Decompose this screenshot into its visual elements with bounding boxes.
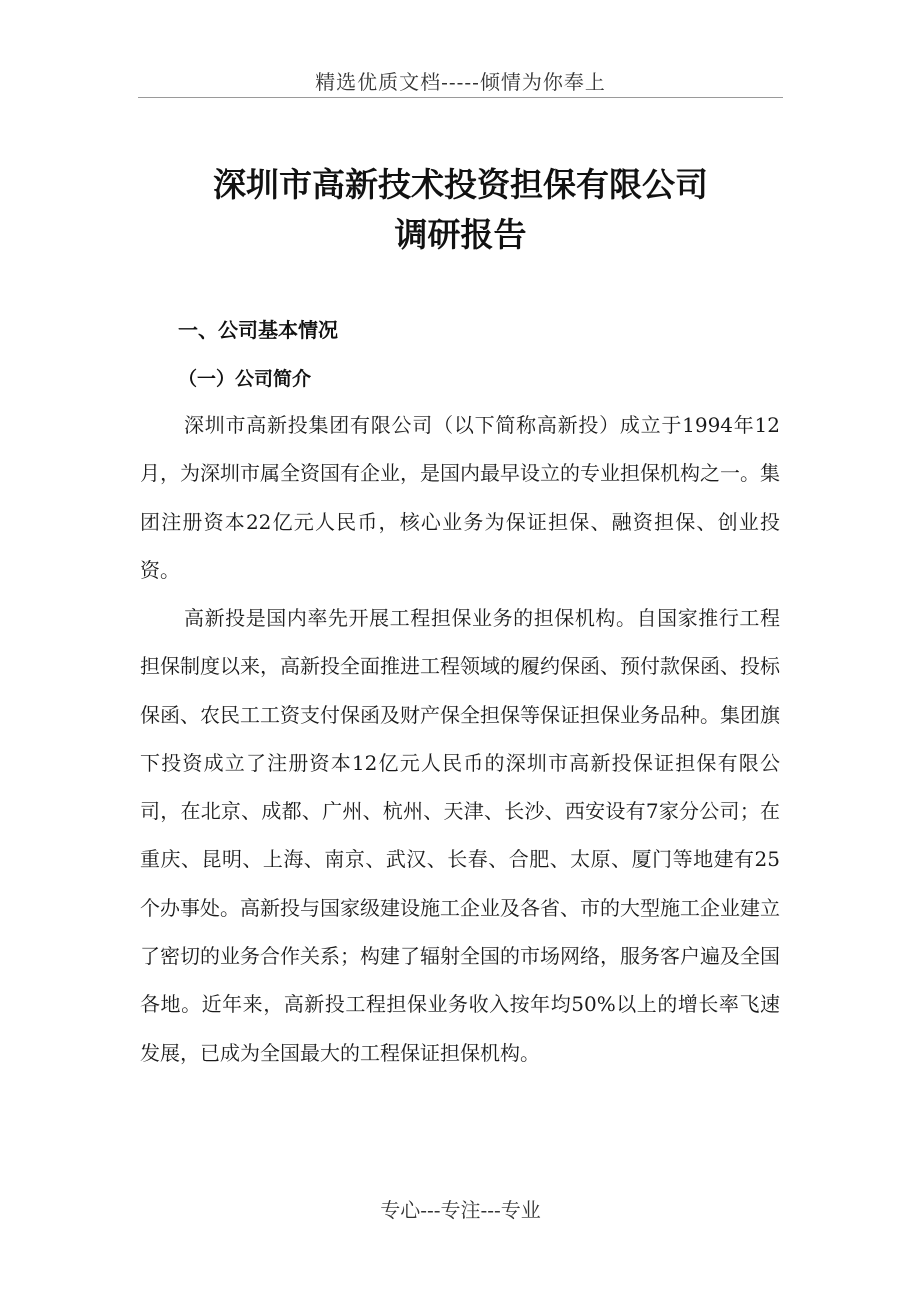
body-paragraph-2: 高新投是国内率先开展工程担保业务的担保机构。自国家推行工程担保制度以来，高新投全面推进工程领域的履约保函、预付款保函、投标保函、农民工工资支付保函及财产保全担保等保证担保业务品种。集团旗下投资成立了注册资本12亿元人民币的深圳市高新投保证担保有限公司，在北京、成都、广州、杭州、天津、长沙、西安设有7家分公司；在重庆、昆明、上海、南京、武汉、长春、合肥、太原、厦门等地建有25个办事处。高新投与国家级建设施工企业及各省、市的大型施工企业建立了密切的业务合作关系；构建了辐射全国的市场网络，服务客户遍及全国各地。近年来，高新投工程担保业务收入按年均50%以上的增长率飞速发展，已成为全国最大的工程保证担保机构。 (140, 606, 780, 1065)
title-line-2: 调研报告 (394, 215, 527, 254)
document-title (138, 160, 783, 260)
page-footer: 专心---专注---专业 (380, 1198, 541, 1222)
section-heading: 一、公司基本情况 (178, 318, 338, 342)
page-header: 精选优质文档-----倾情为你奉上 (315, 70, 606, 94)
header-divider (138, 97, 783, 98)
body-paragraph-1: 深圳市高新投集团有限公司（以下简称高新投）成立于1994年12月，为深圳市属全资国有企业，是国内最早设立的专业担保机构之一。集团注册资本22亿元人民币，核心业务为保证担保、融资担保、创业投资。 (140, 413, 780, 582)
subsection-heading: （一）公司简介 (178, 368, 312, 390)
title-line-1: 深圳市高新技术投资担保有限公司 (213, 165, 708, 204)
